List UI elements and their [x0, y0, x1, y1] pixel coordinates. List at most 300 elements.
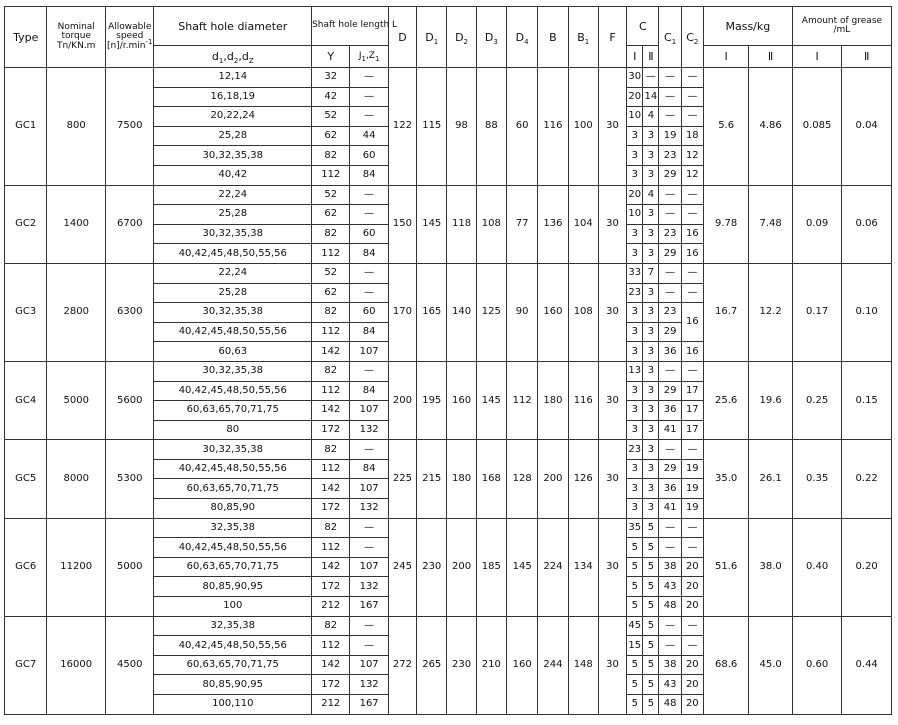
cell-shaft-diameter: 12,14 — [154, 68, 312, 88]
cell-B: 200 — [538, 440, 568, 518]
cell-shaft-diameter: 30,32,35,38 — [154, 361, 312, 381]
cell-c2: — — [681, 518, 703, 538]
cell-mass-ii: 19.6 — [749, 361, 792, 439]
cell-B1: 108 — [568, 263, 598, 361]
table-header — [5, 7, 892, 68]
cell-c2: 19 — [681, 459, 703, 479]
cell-c-ii: 5 — [643, 538, 659, 558]
header-D2-sub: 2 — [463, 37, 469, 46]
cell-length-y: 112 — [312, 244, 350, 264]
cell-c1: 41 — [659, 420, 681, 440]
header-mass-II: Ⅱ — [749, 46, 792, 68]
cell-length-y: 52 — [312, 107, 350, 127]
cell-length-jz: 84 — [350, 165, 388, 185]
cell-c-ii: 3 — [643, 440, 659, 460]
header-speed-line3: [n]/r.min — [107, 40, 146, 51]
cell-shaft-diameter: 40,42 — [154, 165, 312, 185]
header-B: B — [538, 7, 568, 68]
cell-D1: 215 — [417, 440, 447, 518]
cell-length-y: 62 — [312, 283, 350, 303]
cell-D2: 118 — [447, 185, 476, 263]
header-C2-main: C — [686, 30, 694, 44]
cell-grease-ii: 0.04 — [842, 68, 892, 186]
header-B1-main: B — [577, 30, 585, 44]
cell-length-jz: 132 — [350, 420, 388, 440]
cell-B1: 134 — [568, 518, 598, 616]
cell-c2-merged: 16 — [681, 303, 703, 342]
cell-c-ii: 5 — [643, 695, 659, 715]
cell-length-jz: 167 — [350, 597, 388, 617]
cell-c-i: 3 — [627, 401, 643, 421]
cell-B: 136 — [538, 185, 568, 263]
table-row — [5, 616, 892, 636]
cell-c2: 20 — [681, 577, 703, 597]
cell-mass-ii: 38.0 — [749, 518, 792, 616]
cell-D3: 185 — [476, 518, 506, 616]
cell-D: 200 — [388, 361, 416, 439]
cell-length-y: 172 — [312, 499, 350, 519]
cell-D4: 90 — [506, 263, 537, 361]
cell-c-i: 45 — [627, 616, 643, 636]
cell-B1: 116 — [568, 361, 598, 439]
header-F: F — [598, 7, 626, 68]
cell-c-i: 20 — [627, 87, 643, 107]
cell-B1: 148 — [568, 616, 598, 714]
cell-c2: — — [681, 87, 703, 107]
cell-c-ii: 3 — [643, 322, 659, 342]
cell-c-i: 5 — [627, 655, 643, 675]
cell-c2: 20 — [681, 557, 703, 577]
cell-c-i: 10 — [627, 205, 643, 225]
cell-mass-i: 5.6 — [703, 68, 748, 186]
cell-length-y: 52 — [312, 263, 350, 283]
cell-shaft-diameter: 60,63 — [154, 342, 312, 362]
cell-length-y: 112 — [312, 165, 350, 185]
cell-c-ii: 3 — [643, 420, 659, 440]
cell-D4: 145 — [506, 518, 537, 616]
cell-B: 116 — [538, 68, 568, 186]
cell-c1: — — [659, 107, 681, 127]
cell-torque: 5000 — [47, 361, 106, 439]
cell-grease-ii: 0.06 — [842, 185, 892, 263]
header-C-II: Ⅱ — [643, 46, 659, 68]
cell-c-ii: 5 — [643, 675, 659, 695]
cell-c-ii: 3 — [643, 459, 659, 479]
header-D: D — [388, 7, 416, 68]
cell-length-jz: — — [350, 361, 388, 381]
cell-c-ii: 3 — [643, 224, 659, 244]
cell-length-y: 82 — [312, 146, 350, 166]
cell-shaft-diameter: 80,85,90,95 — [154, 675, 312, 695]
cell-c-i: 3 — [627, 322, 643, 342]
cell-length-jz: — — [350, 263, 388, 283]
cell-c-ii: 4 — [643, 107, 659, 127]
cell-B: 160 — [538, 263, 568, 361]
cell-type: GC7 — [5, 616, 47, 714]
cell-length-jz: 132 — [350, 675, 388, 695]
cell-shaft-diameter: 60,63,65,70,71,75 — [154, 401, 312, 421]
cell-grease-i: 0.25 — [792, 361, 842, 439]
cell-length-jz: — — [350, 636, 388, 656]
cell-c1: 23 — [659, 146, 681, 166]
header-d1-sub: 1 — [218, 57, 224, 66]
cell-D1: 145 — [417, 185, 447, 263]
cell-shaft-diameter: 40,42,45,48,50,55,56 — [154, 538, 312, 558]
cell-length-y: 212 — [312, 695, 350, 715]
cell-type: GC3 — [5, 263, 47, 361]
cell-c-i: 5 — [627, 557, 643, 577]
header-C-I: Ⅰ — [627, 46, 643, 68]
cell-c1: 48 — [659, 695, 681, 715]
cell-shaft-diameter: 40,42,45,48,50,55,56 — [154, 381, 312, 401]
cell-c2: — — [681, 538, 703, 558]
cell-length-y: 82 — [312, 440, 350, 460]
cell-mass-i: 9.78 — [703, 185, 748, 263]
cell-shaft-diameter: 22,24 — [154, 185, 312, 205]
table-row — [5, 185, 892, 205]
cell-c2: 18 — [681, 126, 703, 146]
cell-c2: 17 — [681, 381, 703, 401]
header-shaft-hole-diameter: Shaft hole diameter — [154, 7, 312, 46]
header-Y: Y — [312, 46, 350, 68]
cell-shaft-diameter: 80,85,90 — [154, 499, 312, 519]
cell-c-i: 3 — [627, 381, 643, 401]
cell-length-y: 172 — [312, 577, 350, 597]
cell-c2: 20 — [681, 597, 703, 617]
cell-c-ii: 3 — [643, 146, 659, 166]
header-d1-main: d — [211, 50, 219, 63]
header-J-sub: 1 — [361, 54, 366, 63]
table-row — [5, 361, 892, 381]
cell-length-jz: — — [350, 440, 388, 460]
cell-B1: 126 — [568, 440, 598, 518]
cell-length-y: 52 — [312, 185, 350, 205]
cell-c-i: 23 — [627, 283, 643, 303]
cell-shaft-diameter: 16,18,19 — [154, 87, 312, 107]
header-D3 — [476, 7, 506, 68]
cell-c-i: 5 — [627, 538, 643, 558]
cell-F: 30 — [598, 185, 626, 263]
cell-D2: 140 — [447, 263, 476, 361]
cell-c-i: 30 — [627, 68, 643, 88]
cell-torque: 11200 — [47, 518, 106, 616]
cell-torque: 2800 — [47, 263, 106, 361]
cell-c-ii: 5 — [643, 518, 659, 538]
cell-length-y: 62 — [312, 205, 350, 225]
cell-c-i: 3 — [627, 126, 643, 146]
header-J1-Z1 — [350, 46, 388, 68]
cell-grease-i: 0.40 — [792, 518, 842, 616]
cell-c2: 20 — [681, 695, 703, 715]
header-D2 — [447, 7, 476, 68]
cell-B1: 104 — [568, 185, 598, 263]
header-torque-line1: Nominal — [57, 21, 95, 32]
cell-grease-ii: 0.20 — [842, 518, 892, 616]
header-torque-line2: torque — [61, 31, 91, 42]
cell-c1: 38 — [659, 655, 681, 675]
cell-length-jz: 167 — [350, 695, 388, 715]
cell-shaft-diameter: 32,35,38 — [154, 518, 312, 538]
cell-D4: 77 — [506, 185, 537, 263]
cell-c-i: 5 — [627, 695, 643, 715]
header-C: C — [627, 7, 659, 46]
cell-length-y: 112 — [312, 322, 350, 342]
cell-c-ii: 14 — [643, 87, 659, 107]
header-D2-main: D — [455, 30, 464, 44]
cell-length-jz: 107 — [350, 557, 388, 577]
cell-D2: 200 — [447, 518, 476, 616]
header-allowable-speed — [106, 7, 154, 68]
cell-length-y: 172 — [312, 420, 350, 440]
cell-length-y: 112 — [312, 381, 350, 401]
cell-D4: 160 — [506, 616, 537, 714]
cell-mass-ii: 7.48 — [749, 185, 792, 263]
cell-c2: — — [681, 107, 703, 127]
cell-c-i: 3 — [627, 303, 643, 323]
cell-c1: 38 — [659, 557, 681, 577]
table-row — [5, 68, 892, 88]
header-mass-I: Ⅰ — [703, 46, 748, 68]
header-D3-main: D — [484, 30, 494, 44]
cell-c-i: 20 — [627, 185, 643, 205]
cell-c-i: 5 — [627, 597, 643, 617]
header-dz-sub: Z — [248, 57, 254, 66]
cell-F: 30 — [598, 440, 626, 518]
cell-c1: — — [659, 518, 681, 538]
cell-c-ii: 5 — [643, 616, 659, 636]
cell-c1: — — [659, 68, 681, 88]
cell-grease-ii: 0.10 — [842, 263, 892, 361]
cell-c-i: 13 — [627, 361, 643, 381]
cell-c2: — — [681, 68, 703, 88]
header-grease-II: Ⅱ — [842, 46, 892, 68]
cell-c1: 43 — [659, 675, 681, 695]
table-body — [5, 68, 892, 715]
cell-c1: 23 — [659, 224, 681, 244]
cell-c1: — — [659, 636, 681, 656]
cell-length-jz: 84 — [350, 322, 388, 342]
cell-c-ii: 3 — [643, 205, 659, 225]
cell-c-i: 5 — [627, 675, 643, 695]
cell-D3: 210 — [476, 616, 506, 714]
cell-c-ii: 3 — [643, 283, 659, 303]
cell-length-jz: 60 — [350, 303, 388, 323]
cell-c1: 29 — [659, 459, 681, 479]
cell-shaft-diameter: 30,32,35,38 — [154, 224, 312, 244]
cell-B1: 100 — [568, 68, 598, 186]
cell-speed: 4500 — [106, 616, 154, 714]
cell-speed: 5600 — [106, 361, 154, 439]
cell-c2: — — [681, 283, 703, 303]
coupling-spec-table — [4, 6, 892, 715]
cell-c2: 16 — [681, 342, 703, 362]
cell-length-y: 82 — [312, 303, 350, 323]
header-D4 — [506, 7, 537, 68]
cell-length-jz: 60 — [350, 146, 388, 166]
cell-c1: — — [659, 263, 681, 283]
cell-c-ii: 3 — [643, 126, 659, 146]
cell-D1: 115 — [417, 68, 447, 186]
header-D1 — [417, 7, 447, 68]
cell-type: GC5 — [5, 440, 47, 518]
cell-c1: 41 — [659, 499, 681, 519]
cell-c2: 20 — [681, 675, 703, 695]
cell-shaft-diameter: 20,22,24 — [154, 107, 312, 127]
cell-c1: 48 — [659, 597, 681, 617]
header-B1-sub: 1 — [584, 37, 590, 46]
cell-speed: 6700 — [106, 185, 154, 263]
cell-D: 122 — [388, 68, 416, 186]
cell-length-y: 112 — [312, 538, 350, 558]
cell-c1: 19 — [659, 126, 681, 146]
cell-length-jz: — — [350, 205, 388, 225]
cell-length-y: 82 — [312, 518, 350, 538]
header-B1 — [568, 7, 598, 68]
cell-shaft-diameter: 60,63,65,70,71,75 — [154, 479, 312, 499]
cell-c-ii: — — [643, 68, 659, 88]
cell-mass-ii: 45.0 — [749, 616, 792, 714]
cell-type: GC2 — [5, 185, 47, 263]
cell-c1: — — [659, 87, 681, 107]
cell-speed: 5000 — [106, 518, 154, 616]
cell-length-jz: — — [350, 68, 388, 88]
cell-D4: 128 — [506, 440, 537, 518]
cell-length-y: 142 — [312, 655, 350, 675]
cell-D3: 108 — [476, 185, 506, 263]
cell-D3: 88 — [476, 68, 506, 186]
cell-c-ii: 3 — [643, 499, 659, 519]
cell-c-ii: 3 — [643, 165, 659, 185]
cell-c1: 36 — [659, 479, 681, 499]
cell-type: GC1 — [5, 68, 47, 186]
cell-D: 225 — [388, 440, 416, 518]
cell-length-jz: 84 — [350, 244, 388, 264]
cell-speed: 7500 — [106, 68, 154, 186]
cell-B: 244 — [538, 616, 568, 714]
cell-c2: 12 — [681, 146, 703, 166]
cell-length-jz: 132 — [350, 499, 388, 519]
cell-shaft-diameter: 80,85,90,95 — [154, 577, 312, 597]
cell-c1: 29 — [659, 381, 681, 401]
cell-shaft-diameter: 30,32,35,38 — [154, 146, 312, 166]
cell-c-ii: 5 — [643, 557, 659, 577]
cell-speed: 6300 — [106, 263, 154, 361]
cell-c-ii: 3 — [643, 401, 659, 421]
cell-type: GC6 — [5, 518, 47, 616]
cell-length-y: 82 — [312, 361, 350, 381]
cell-c1: — — [659, 440, 681, 460]
cell-length-jz: 44 — [350, 126, 388, 146]
cell-D3: 145 — [476, 361, 506, 439]
cell-D1: 195 — [417, 361, 447, 439]
cell-c-i: 3 — [627, 244, 643, 264]
header-dz-main: ,d — [238, 50, 249, 63]
cell-c-ii: 3 — [643, 342, 659, 362]
cell-length-y: 142 — [312, 342, 350, 362]
cell-shaft-diameter: 80 — [154, 420, 312, 440]
cell-grease-ii: 0.44 — [842, 616, 892, 714]
cell-D: 272 — [388, 616, 416, 714]
header-speed-line2: speed — [116, 31, 144, 42]
header-D4-sub: 4 — [524, 37, 529, 46]
cell-mass-i: 35.0 — [703, 440, 748, 518]
cell-D3: 125 — [476, 263, 506, 361]
cell-torque: 800 — [47, 68, 106, 186]
cell-c1: 29 — [659, 165, 681, 185]
cell-mass-ii: 26.1 — [749, 440, 792, 518]
header-torque-line3: Tn/KN.m — [56, 40, 96, 51]
cell-F: 30 — [598, 518, 626, 616]
header-C1-sub: 1 — [671, 37, 677, 46]
cell-shaft-diameter: 40,42,45,48,50,55,56 — [154, 322, 312, 342]
cell-D3: 168 — [476, 440, 506, 518]
cell-c1: 43 — [659, 577, 681, 597]
cell-length-y: 32 — [312, 68, 350, 88]
table-row — [5, 440, 892, 460]
header-shaft-hole-length: Shaft hole length L — [312, 7, 389, 46]
cell-torque: 8000 — [47, 440, 106, 518]
cell-F: 30 — [598, 263, 626, 361]
header-D1-main: D — [425, 30, 434, 44]
cell-D2: 98 — [447, 68, 476, 186]
cell-c-i: 3 — [627, 146, 643, 166]
cell-c2: — — [681, 636, 703, 656]
cell-shaft-diameter: 40,42,45,48,50,55,56 — [154, 459, 312, 479]
cell-D: 170 — [388, 263, 416, 361]
cell-grease-i: 0.60 — [792, 616, 842, 714]
cell-length-y: 62 — [312, 126, 350, 146]
cell-shaft-diameter: 30,32,35,38 — [154, 440, 312, 460]
cell-mass-i: 68.6 — [703, 616, 748, 714]
cell-c-i: 3 — [627, 165, 643, 185]
cell-length-jz: 84 — [350, 381, 388, 401]
cell-c1: 29 — [659, 322, 681, 342]
cell-D2: 160 — [447, 361, 476, 439]
header-Z-sub: 1 — [374, 54, 380, 63]
header-d2-main: ,d — [223, 50, 234, 63]
cell-grease-i: 0.17 — [792, 263, 842, 361]
cell-c-i: 15 — [627, 636, 643, 656]
cell-shaft-diameter: 30,32,35,38 — [154, 303, 312, 323]
cell-c2: 17 — [681, 420, 703, 440]
cell-D: 245 — [388, 518, 416, 616]
cell-D4: 112 — [506, 361, 537, 439]
cell-c1: — — [659, 205, 681, 225]
cell-c-i: 3 — [627, 420, 643, 440]
cell-mass-i: 16.7 — [703, 263, 748, 361]
header-grease-I: Ⅰ — [792, 46, 842, 68]
cell-c2: 19 — [681, 499, 703, 519]
cell-F: 30 — [598, 616, 626, 714]
cell-mass-ii: 4.86 — [749, 68, 792, 186]
cell-c-i: 33 — [627, 263, 643, 283]
cell-c-ii: 3 — [643, 244, 659, 264]
cell-length-jz: 132 — [350, 577, 388, 597]
header-type: Type — [5, 7, 47, 68]
cell-length-jz: 107 — [350, 479, 388, 499]
header-mass: Mass/kg — [703, 7, 792, 46]
cell-c2: — — [681, 361, 703, 381]
cell-c1: — — [659, 283, 681, 303]
cell-length-y: 142 — [312, 479, 350, 499]
cell-c1: 36 — [659, 342, 681, 362]
cell-grease-ii: 0.15 — [842, 361, 892, 439]
cell-torque: 1400 — [47, 185, 106, 263]
cell-c-ii: 4 — [643, 185, 659, 205]
cell-shaft-diameter: 60,63,65,70,71,75 — [154, 557, 312, 577]
cell-F: 30 — [598, 361, 626, 439]
header-C2 — [681, 7, 703, 68]
